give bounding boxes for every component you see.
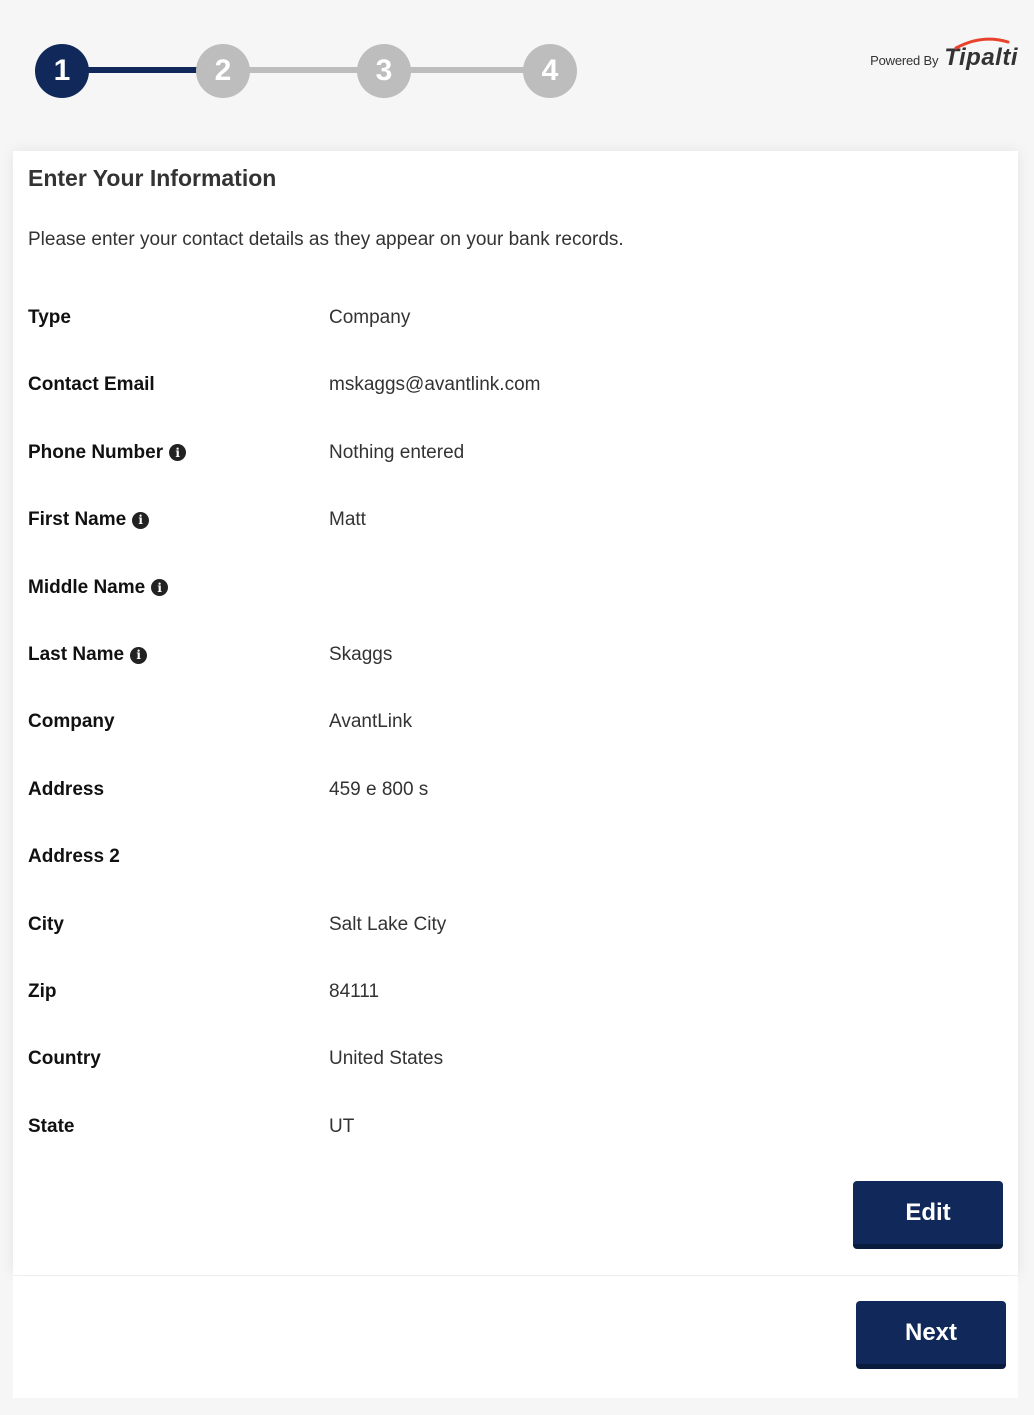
- field-row: [28, 374, 998, 404]
- field-row: [28, 981, 998, 1011]
- field-value: 84111: [329, 981, 380, 1002]
- next-button[interactable]: Next: [856, 1301, 1006, 1369]
- step-4-number: 4: [541, 54, 559, 87]
- powered-by-tipalti-logo: [870, 44, 1018, 72]
- info-icon[interactable]: i: [151, 579, 168, 596]
- card-footer: [13, 1276, 1018, 1398]
- step-2: [196, 44, 250, 98]
- field-value: Skaggs: [329, 644, 393, 665]
- field-label: [28, 1116, 74, 1138]
- info-icon[interactable]: i: [132, 512, 149, 529]
- information-card: [13, 151, 1018, 1275]
- field-label-text: Address: [28, 778, 105, 800]
- info-icon[interactable]: i: [130, 647, 147, 664]
- field-label: [28, 307, 71, 329]
- field-row: [28, 644, 998, 674]
- field-value: United States: [329, 1048, 444, 1070]
- field-value: Salt Lake City: [329, 913, 447, 935]
- progress-stepper: [0, 0, 620, 140]
- field-label: [28, 644, 147, 666]
- field-label: [28, 981, 57, 1003]
- field-value: Nothing entered: [329, 441, 465, 463]
- field-label-text: Phone Number: [28, 441, 164, 463]
- field-label: [28, 711, 115, 733]
- brand-swoosh-icon: [954, 36, 1010, 50]
- edit-button[interactable]: Edit: [853, 1181, 1003, 1249]
- field-label-text: Contact Email: [28, 374, 155, 396]
- field-label-text: Company: [28, 711, 115, 733]
- step-1-number: 1: [53, 54, 71, 87]
- field-label-text: Middle Name: [28, 576, 146, 598]
- field-label: [28, 442, 186, 464]
- step-1: [35, 44, 89, 98]
- step-4: [523, 44, 577, 98]
- field-label-text: State: [28, 1115, 75, 1137]
- info-icon[interactable]: i: [169, 444, 186, 461]
- field-label-text: Last Name: [28, 644, 125, 665]
- field-label-text: City: [28, 913, 64, 935]
- field-label: [28, 914, 64, 936]
- field-label: [28, 846, 120, 868]
- field-label-text: Type: [28, 307, 71, 328]
- field-label-text: First Name: [28, 509, 127, 531]
- field-value: Matt: [329, 509, 366, 531]
- powered-by-text: Powered By: [870, 53, 939, 68]
- field-value: UT: [329, 1115, 355, 1137]
- field-label: [28, 1048, 101, 1070]
- field-label-text: Zip: [28, 981, 57, 1002]
- field-label-text: Country: [28, 1048, 101, 1070]
- field-label: [28, 374, 155, 396]
- field-value: Company: [329, 307, 411, 328]
- field-row: [28, 307, 998, 337]
- field-label: [28, 509, 149, 531]
- field-row: [28, 711, 998, 741]
- field-row: [28, 509, 998, 539]
- field-row: [28, 914, 998, 944]
- field-value: 459 e 800 s: [329, 778, 429, 800]
- field-value: mskaggs@avantlink.com: [329, 374, 541, 396]
- field-row: [28, 1048, 998, 1078]
- step-3-number: 3: [375, 54, 393, 87]
- field-row: [28, 1116, 998, 1146]
- field-value: AvantLink: [329, 711, 413, 733]
- field-label-text: Address 2: [28, 846, 120, 868]
- field-row: [28, 846, 998, 876]
- tipalti-brand: [944, 44, 1018, 72]
- page-subtitle: Please enter your contact details as they appear on your bank records.: [28, 229, 624, 250]
- brand-name: Tipalti: [944, 44, 1018, 71]
- field-row: [28, 577, 998, 607]
- field-row: [28, 442, 998, 472]
- step-2-number: 2: [214, 54, 232, 87]
- field-label: [28, 779, 104, 801]
- step-3: [357, 44, 411, 98]
- field-row: [28, 779, 998, 809]
- page-title: Enter Your Information: [28, 165, 277, 191]
- field-label: [28, 577, 168, 599]
